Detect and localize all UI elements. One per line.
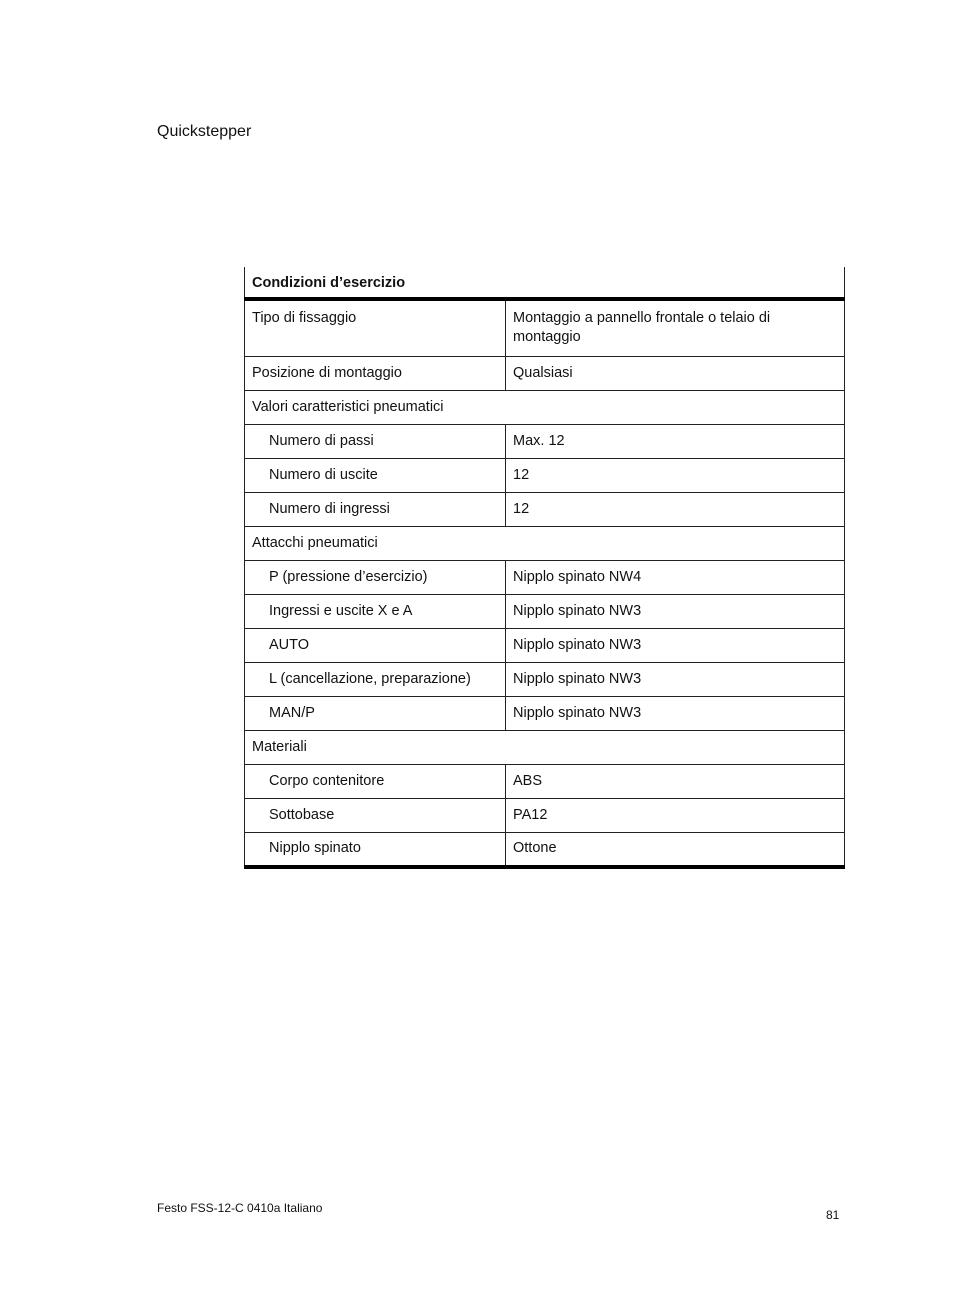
table-row <box>245 628 845 662</box>
row-value: 12 <box>506 458 845 492</box>
table-row <box>245 798 845 832</box>
section-row <box>245 730 845 764</box>
operating-conditions-table <box>244 267 845 869</box>
section-label: Attacchi pneumatici <box>245 526 845 560</box>
row-label: Sottobase <box>245 798 506 832</box>
row-label: P (pressione d’esercizio) <box>245 560 506 594</box>
row-label: Nipplo spinato <box>245 832 506 867</box>
row-value: Max. 12 <box>506 424 845 458</box>
row-value: Qualsiasi <box>506 356 845 390</box>
page-number: 81 <box>826 1208 840 1222</box>
row-value: Ottone <box>506 832 845 867</box>
row-value: Nipplo spinato NW3 <box>506 628 845 662</box>
table-row <box>245 696 845 730</box>
table-row <box>245 662 845 696</box>
table-row <box>245 764 845 798</box>
section-row <box>245 390 845 424</box>
row-value: Montaggio a pannello frontale o telaio di montaggio <box>506 299 845 356</box>
row-label: Ingressi e uscite X e A <box>245 594 506 628</box>
row-label: MAN/P <box>245 696 506 730</box>
table-row <box>245 594 845 628</box>
table-row <box>245 492 845 526</box>
row-label: L (cancellazione, preparazione) <box>245 662 506 696</box>
table-row <box>245 424 845 458</box>
row-value: Nipplo spinato NW3 <box>506 594 845 628</box>
table-heading-row <box>245 267 845 299</box>
row-label: AUTO <box>245 628 506 662</box>
table-row <box>245 458 845 492</box>
row-label: Numero di ingressi <box>245 492 506 526</box>
row-label: Tipo di fissaggio <box>245 299 506 356</box>
footer-document-id: Festo FSS-12-C 0410a Italiano <box>157 1201 323 1215</box>
row-label: Posizione di montaggio <box>245 356 506 390</box>
table-row <box>245 560 845 594</box>
table-heading: Condizioni d’esercizio <box>245 267 845 299</box>
table-row <box>245 299 845 356</box>
row-value: PA12 <box>506 798 845 832</box>
section-label: Valori caratteristici pneumatici <box>245 390 845 424</box>
section-label: Materiali <box>245 730 845 764</box>
row-value: Nipplo spinato NW3 <box>506 696 845 730</box>
row-value: 12 <box>506 492 845 526</box>
table-row <box>245 356 845 390</box>
row-label: Corpo contenitore <box>245 764 506 798</box>
row-value: Nipplo spinato NW3 <box>506 662 845 696</box>
row-value: ABS <box>506 764 845 798</box>
table-row <box>245 832 845 867</box>
section-row <box>245 526 845 560</box>
row-label: Numero di passi <box>245 424 506 458</box>
page-header-title: Quickstepper <box>157 123 252 140</box>
row-label: Numero di uscite <box>245 458 506 492</box>
row-value: Nipplo spinato NW4 <box>506 560 845 594</box>
